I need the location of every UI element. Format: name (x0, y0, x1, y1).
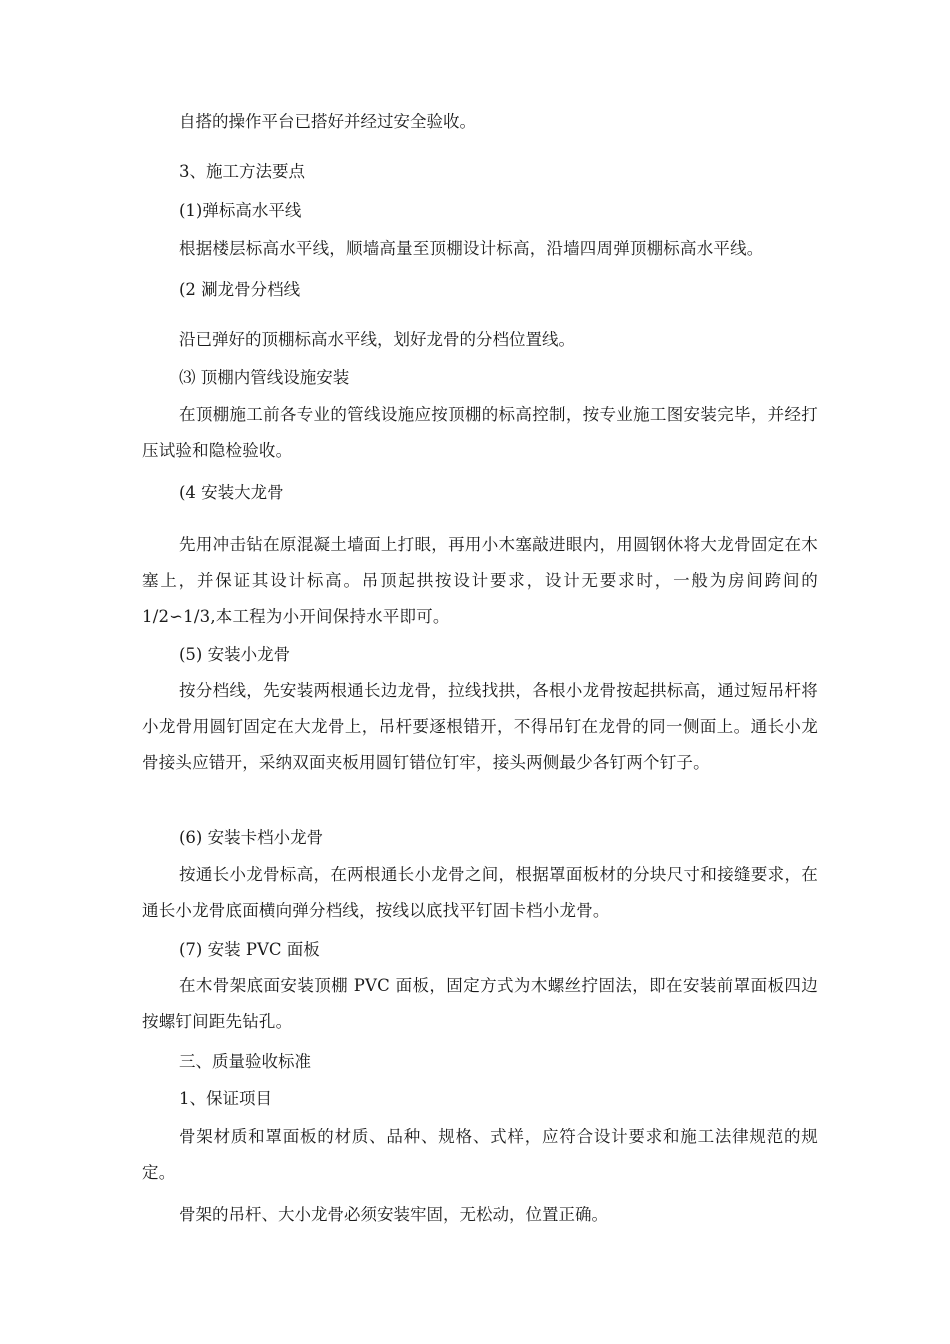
paragraph-keel-division-line: 沿已弹好的顶棚标高水平线，划好龙骨的分档位置线。 (179, 330, 575, 349)
heading-main-keel: (4 安装大龙骨 (179, 483, 284, 502)
heading-guarantee-items: 1、保证项目 (179, 1089, 272, 1108)
heading-pvc-panel: (7) 安装 PVC 面板 (179, 940, 320, 959)
paragraph-main-keel: 先用冲击钻在原混凝土墙面上打眼，再用小木塞敲进眼内，用圆钢休将大龙骨固定在木塞上，并保证其设计标高。吊顶起拱按设计要求，设计无要求时，一般为房间跨间的 1/2∽1/3,本工程为小开间保持水平即可。 (142, 535, 818, 626)
heading-quality-standards: 三、质量验收标准 (179, 1052, 311, 1071)
heading-stop-keel: (6) 安装卡档小龙骨 (179, 828, 324, 847)
paragraph-elevation-line: 根据楼层标高水平线，顺墙高量至顶棚设计标高，沿墙四周弹顶棚标高水平线。 (179, 239, 764, 258)
paragraph-pipeline-installation: 在顶棚施工前各专业的管线设施应按顶棚的标高控制，按专业施工图安装完毕，并经打压试验和隐检验收。 (142, 405, 818, 460)
paragraph-material-requirements: 骨架材质和罩面板的材质、品种、规格、式样，应符合设计要求和施工法律规范的规定。 (142, 1127, 818, 1182)
paragraph-keel-installation: 骨架的吊杆、大小龙骨必须安装牢固，无松动，位置正确。 (179, 1205, 608, 1224)
paragraph-pvc-panel: 在木骨架底面安装顶棚 PVC 面板，固定方式为木螺丝拧固法，即在安装前罩面板四边按螺钉间距先钻孔。 (142, 976, 818, 1031)
heading-elevation-line: (1)弹标高水平线 (179, 201, 302, 220)
paragraph-small-keel: 按分档线，先安装两根通长边龙骨，拉线找拱，各根小龙骨按起拱标高，通过短吊杆将小龙骨用圆钉固定在大龙骨上，吊杆要逐根错开，不得吊钉在龙骨的同一侧面上。通长小龙骨接头应错开，采纳双面夹板用圆钉错位钉牢，接头两侧最少各钉两个钉子。 (142, 681, 818, 772)
heading-pipeline-installation: ⑶ 顶棚内管线设施安装 (179, 368, 350, 387)
heading-keel-division-line: (2 涮龙骨分档线 (179, 280, 301, 299)
paragraph-stop-keel: 按通长小龙骨标高，在两根通长小龙骨之间，根据罩面板材的分块尺寸和接缝要求，在通长小龙骨底面横向弹分档线，按线以底找平钉固卡档小龙骨。 (142, 865, 818, 920)
heading-small-keel: (5) 安装小龙骨 (179, 645, 291, 664)
heading-construction-method: 3、施工方法要点 (179, 162, 305, 181)
paragraph-platform-accepted: 自搭的操作平台已搭好并经过安全验收。 (179, 112, 476, 131)
